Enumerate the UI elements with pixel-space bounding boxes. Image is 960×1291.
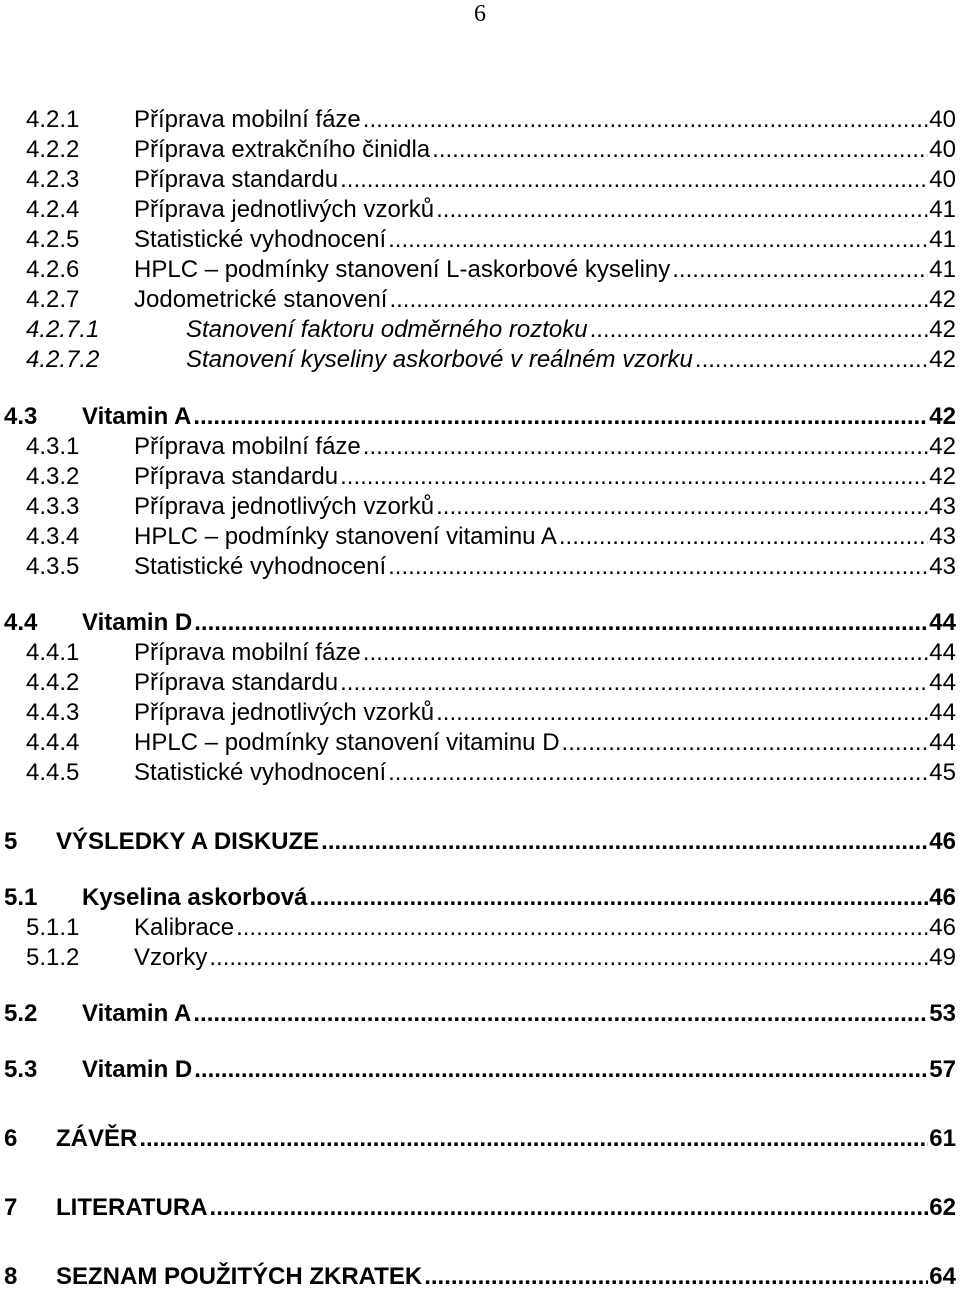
- toc-entry-title: Stanovení kyseliny askorbové v reálném vzorku: [186, 346, 693, 373]
- toc-leader-dots: [363, 639, 929, 667]
- toc-entry-page: 44: [929, 609, 956, 636]
- toc-entry[interactable]: [4, 1125, 956, 1153]
- toc-entry-number: 7: [4, 1194, 18, 1221]
- toc-entry[interactable]: [26, 669, 956, 697]
- toc-entry[interactable]: [26, 433, 956, 461]
- toc-entry-number: 4.2.1: [26, 106, 80, 133]
- toc-entry-page: 45: [929, 759, 956, 786]
- toc-entry[interactable]: [26, 463, 956, 491]
- toc-leader-dots: [389, 286, 928, 314]
- toc-entry-page: 43: [929, 553, 956, 580]
- toc-entry-page: 42: [929, 346, 956, 373]
- toc-entry-number: 4.2.5: [26, 226, 80, 253]
- toc-leader-dots: [562, 729, 929, 757]
- toc-entry-number: 6: [4, 1125, 18, 1152]
- toc-leader-dots: [436, 493, 928, 521]
- toc-entry-number: 4.3.2: [26, 463, 80, 490]
- toc-entry-page: 41: [929, 256, 956, 283]
- toc-entry-title: Vitamin D: [82, 609, 193, 636]
- toc-entry[interactable]: [26, 136, 956, 164]
- toc-entry-number: 4.4.3: [26, 699, 80, 726]
- toc-entry-page: 41: [929, 226, 956, 253]
- toc-entry-title: Statistické vyhodnocení: [134, 553, 387, 580]
- toc-entry-title: HPLC – podmínky stanovení L-askorbové kyseliny: [134, 256, 671, 283]
- toc-entry-page: 44: [929, 729, 956, 756]
- toc-entry-page: 42: [929, 286, 956, 313]
- toc-entry-page: 44: [929, 639, 956, 666]
- toc-entry-title: Statistické vyhodnocení: [134, 759, 387, 786]
- toc-entry-number: 4.2.4: [26, 196, 80, 223]
- toc-entry[interactable]: [26, 166, 956, 194]
- toc-entry-title: Stanovení faktoru odměrného roztoku: [186, 316, 588, 343]
- toc-entry-number: 5.1: [4, 884, 38, 911]
- toc-entry-number: 4.3: [4, 403, 38, 430]
- toc-entry-number: 4.2.3: [26, 166, 80, 193]
- toc-entry-title: Příprava jednotlivých vzorků: [134, 196, 435, 223]
- toc-entry-number: 4.3.1: [26, 433, 80, 460]
- toc-leader-dots: [695, 346, 928, 374]
- toc-entry-number: 4.2.7: [26, 286, 80, 313]
- toc-entry-title: HPLC – podmínky stanovení vitaminu D: [134, 729, 560, 756]
- toc-entry-page: 53: [929, 1000, 956, 1027]
- toc-entry-title: Příprava mobilní fáze: [134, 433, 361, 460]
- toc-entry-page: 42: [929, 433, 956, 460]
- toc-entry-number: 5.1.1: [26, 914, 80, 941]
- toc-entry-title: Kyselina askorbová: [82, 884, 308, 911]
- toc-entry[interactable]: [26, 106, 956, 134]
- toc-entry[interactable]: [26, 914, 956, 942]
- toc-entry-number: 4.3.5: [26, 553, 80, 580]
- toc-leader-dots: [388, 553, 928, 581]
- toc-entry-number: 5.2: [4, 1000, 38, 1027]
- toc-entry-title: Kalibrace: [134, 914, 235, 941]
- toc-entry-title: Příprava mobilní fáze: [134, 106, 361, 133]
- toc-entry-number: 4.4.5: [26, 759, 80, 786]
- toc-leader-dots: [388, 759, 928, 787]
- toc-entry-title: Příprava jednotlivých vzorků: [134, 493, 435, 520]
- toc-entry-page: 46: [929, 884, 956, 911]
- toc-entry-page: 44: [929, 699, 956, 726]
- toc-entry-page: 40: [929, 136, 956, 163]
- toc-entry-number: 4.3.3: [26, 493, 80, 520]
- toc-entry-title: Příprava extrakčního činidla: [134, 136, 431, 163]
- toc-leader-dots: [340, 166, 928, 194]
- toc-entry-number: 4.2.7.2: [26, 346, 100, 373]
- toc-entry-title: SEZNAM POUŽITÝCH ZKRATEK: [56, 1263, 423, 1290]
- toc-entry-title: Jodometrické stanovení: [134, 286, 388, 313]
- toc-entry-number: 4.4.2: [26, 669, 80, 696]
- toc-entry-page: 46: [929, 914, 956, 941]
- toc-entry[interactable]: [26, 944, 956, 972]
- toc-entry-number: 4.4: [4, 609, 38, 636]
- toc-entry-title: Příprava standardu: [134, 166, 339, 193]
- toc-entry[interactable]: [26, 346, 956, 374]
- toc-entry-page: 64: [929, 1263, 956, 1290]
- toc-entry-title: Příprava standardu: [134, 669, 339, 696]
- toc-entry[interactable]: [26, 759, 956, 787]
- toc-entry[interactable]: [26, 553, 956, 581]
- toc-entry[interactable]: [4, 609, 956, 637]
- toc-entry-title: Vitamin D: [82, 1056, 193, 1083]
- toc-entry-page: 41: [929, 196, 956, 223]
- toc-entry[interactable]: [4, 1056, 956, 1084]
- toc-entry-page: 42: [929, 403, 956, 430]
- page-number: 6: [474, 1, 486, 27]
- toc-entry-number: 4.2.2: [26, 136, 80, 163]
- toc-leader-dots: [209, 944, 928, 972]
- toc-leader-dots: [672, 256, 928, 284]
- toc-leader-dots: [321, 828, 928, 856]
- toc-entry[interactable]: [26, 256, 956, 284]
- toc-entry-title: Vzorky: [134, 944, 208, 971]
- toc-entry-number: 4.2.6: [26, 256, 80, 283]
- toc-leader-dots: [193, 403, 928, 431]
- toc-entry-page: 49: [929, 944, 956, 971]
- toc-leader-dots: [388, 226, 928, 254]
- toc-entry-title: Příprava mobilní fáze: [134, 639, 361, 666]
- toc-entry-page: 43: [929, 523, 956, 550]
- toc-entry-page: 62: [929, 1194, 956, 1221]
- toc-entry-title: Příprava jednotlivých vzorků: [134, 699, 435, 726]
- toc-entry[interactable]: [4, 403, 956, 431]
- toc-leader-dots: [432, 136, 928, 164]
- toc-leader-dots: [193, 1000, 928, 1028]
- toc-entry[interactable]: [4, 828, 956, 856]
- toc-entry-title: Vitamin A: [82, 1000, 192, 1027]
- toc-leader-dots: [590, 316, 929, 344]
- toc-entry-title: VÝSLEDKY A DISKUZE: [56, 828, 320, 855]
- toc-leader-dots: [436, 699, 928, 727]
- toc-entry-page: 42: [929, 463, 956, 490]
- toc-entry[interactable]: [26, 286, 956, 314]
- toc-entry-number: 4.3.4: [26, 523, 80, 550]
- toc-entry-number: 4.2.7.1: [26, 316, 100, 343]
- toc-entry-number: 5.1.2: [26, 944, 80, 971]
- toc-entry[interactable]: [4, 884, 956, 912]
- toc-leader-dots: [194, 609, 928, 637]
- toc-entry-number: 4.4.4: [26, 729, 80, 756]
- toc-leader-dots: [340, 669, 928, 697]
- toc-entry-number: 4.4.1: [26, 639, 80, 666]
- toc-entry-page: 42: [929, 316, 956, 343]
- toc-entry-page: 57: [929, 1056, 956, 1083]
- toc-entry[interactable]: [26, 316, 956, 344]
- toc-leader-dots: [309, 884, 928, 912]
- toc-entry[interactable]: [4, 1000, 956, 1028]
- toc-leader-dots: [363, 433, 929, 461]
- toc-entry-title: Vitamin A: [82, 403, 192, 430]
- toc-entry-title: LITERATURA: [56, 1194, 208, 1221]
- toc-entry-number: 5: [4, 828, 18, 855]
- toc-entry-title: HPLC – podmínky stanovení vitaminu A: [134, 523, 557, 550]
- toc-leader-dots: [340, 463, 928, 491]
- toc-entry-page: 40: [929, 106, 956, 133]
- toc-leader-dots: [559, 523, 928, 551]
- toc-entry-title: Statistické vyhodnocení: [134, 226, 387, 253]
- toc-entry-page: 44: [929, 669, 956, 696]
- toc-entry[interactable]: [26, 729, 956, 757]
- toc-entry[interactable]: [4, 1194, 956, 1222]
- toc-leader-dots: [424, 1263, 928, 1291]
- toc-entry-page: 43: [929, 493, 956, 520]
- toc-entry-page: 40: [929, 166, 956, 193]
- toc-leader-dots: [210, 1194, 929, 1222]
- toc-entry[interactable]: [4, 1263, 956, 1291]
- toc-entry-number: 8: [4, 1263, 18, 1290]
- toc-entry[interactable]: [26, 699, 956, 727]
- toc-entry-number: 5.3: [4, 1056, 38, 1083]
- toc-entry[interactable]: [26, 493, 956, 521]
- toc-entry-page: 46: [929, 828, 956, 855]
- toc-leader-dots: [363, 106, 929, 134]
- toc-entry-title: ZÁVĚR: [56, 1125, 138, 1152]
- toc-leader-dots: [139, 1125, 928, 1153]
- toc-entry[interactable]: [26, 639, 956, 667]
- toc-entry-title: Příprava standardu: [134, 463, 339, 490]
- toc-leader-dots: [236, 914, 928, 942]
- toc-entry[interactable]: [26, 196, 956, 224]
- toc-leader-dots: [436, 196, 928, 224]
- toc-leader-dots: [194, 1056, 928, 1084]
- toc-entry[interactable]: [26, 226, 956, 254]
- toc-entry[interactable]: [26, 523, 956, 551]
- toc-entry-page: 61: [929, 1125, 956, 1152]
